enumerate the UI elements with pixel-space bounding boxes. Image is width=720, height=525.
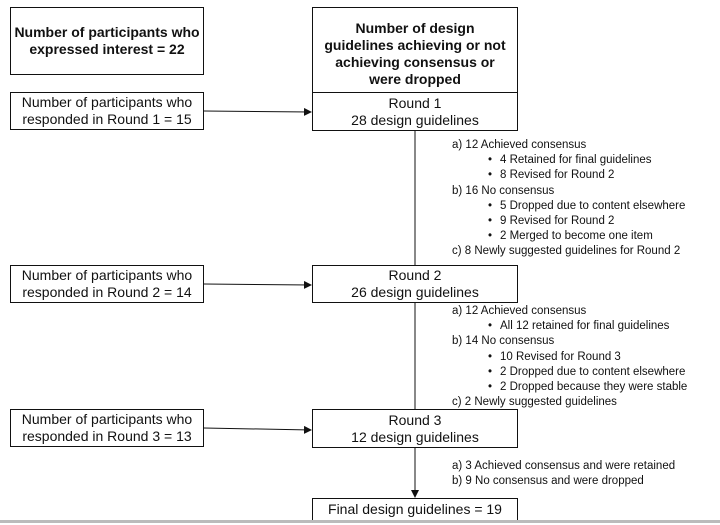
participants-text: Number of participants who responded in Round 1 = 15: [21, 94, 193, 127]
note-subitem: • 2 Dropped due to content elsewhere: [452, 365, 687, 380]
note-subitem: • All 12 retained for final guidelines: [452, 319, 687, 334]
note-subitem: • 5 Dropped due to content elsewhere: [452, 199, 685, 214]
note-subitem: • 4 Retained for final guidelines: [452, 153, 685, 168]
note-item: c) 2 Newly suggested guidelines: [452, 396, 617, 409]
bottom-divider: [0, 520, 720, 523]
participants-round2-box: [10, 265, 204, 303]
round3-notes: [452, 459, 675, 489]
note-item: c) 8 Newly suggested guidelines for Round 2: [452, 245, 681, 258]
participants-text: Number of participants who responded in Round 2 = 14: [21, 267, 193, 300]
note-subitem: • 8 Revised for Round 2: [452, 168, 685, 183]
final-text: Final design guidelines = 19: [328, 501, 502, 517]
header-guidelines-box: [312, 7, 518, 101]
round1-notes: [452, 138, 685, 260]
round-title: Round 1: [388, 94, 442, 111]
note-item: b) 14 No consensus: [452, 335, 555, 348]
round1-box: [312, 92, 518, 131]
header-left-text: Number of participants who expressed interest = 22: [14, 24, 200, 57]
note-item: b) 16 No consensus: [452, 184, 555, 197]
note-subitem: • 2 Merged to become one item: [452, 229, 685, 244]
participants-round1-box: [10, 92, 204, 130]
header-participants-box: [10, 7, 204, 75]
round2-box: [312, 265, 518, 303]
note-subitem: • 9 Revised for Round 2: [452, 214, 685, 229]
round3-box: [312, 409, 518, 448]
round-title: Round 3: [388, 411, 442, 428]
header-right-text: Number of design guidelines achieving or not achieving consensus or were dropped: [324, 20, 506, 87]
final-box: [312, 498, 518, 521]
note-item: a) 12 Achieved consensus: [452, 305, 587, 317]
note-item: a) 3 Achieved consensus and were retained: [452, 460, 676, 472]
round-count: 26 design guidelines: [351, 284, 479, 300]
note-subitem: • 10 Revised for Round 3: [452, 350, 687, 365]
round-count: 12 design guidelines: [351, 428, 479, 445]
participants-round3-box: [10, 409, 204, 447]
round2-notes: [452, 304, 687, 410]
round-title: Round 2: [388, 267, 442, 283]
note-item: a) 12 Achieved consensus: [452, 139, 587, 151]
note-subitem: • 2 Dropped because they were stable: [452, 380, 687, 395]
round-count: 28 design guidelines: [351, 111, 479, 128]
note-item: b) 9 No consensus and were dropped: [452, 475, 644, 488]
participants-text: Number of participants who responded in Round 3 = 13: [21, 411, 193, 444]
